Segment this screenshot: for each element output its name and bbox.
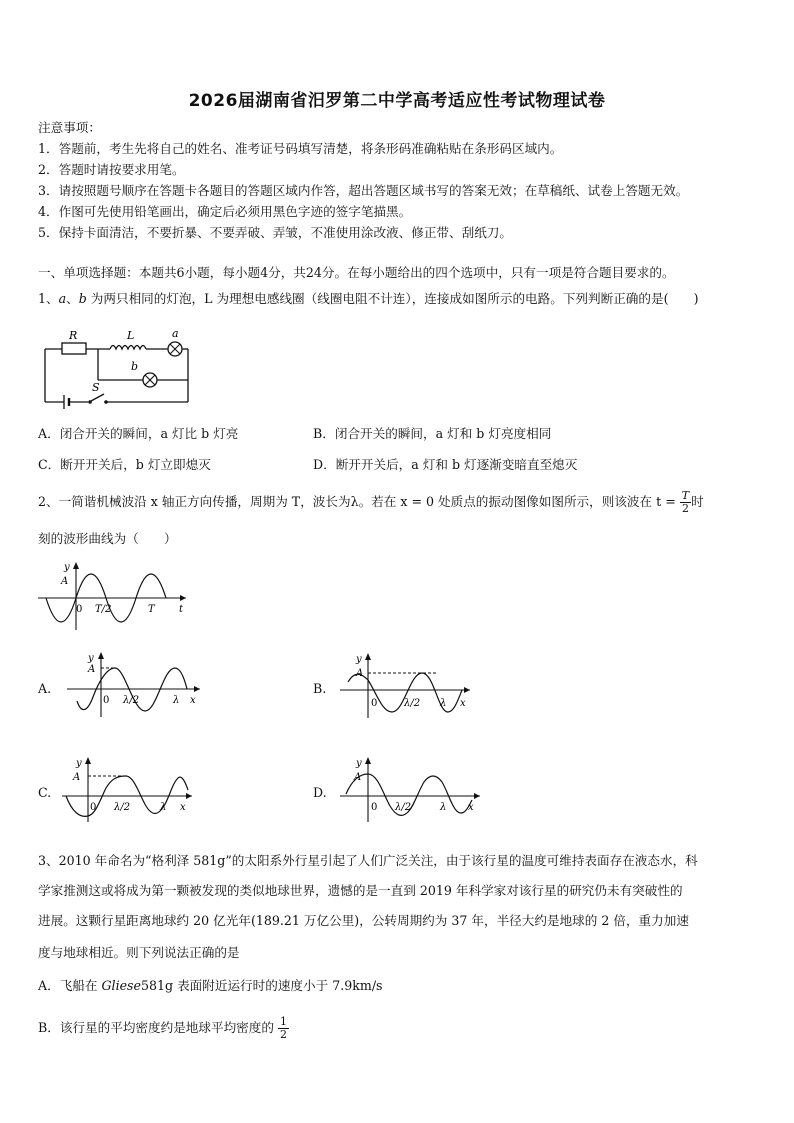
q2-option-b-label[interactable]: B.: [313, 681, 327, 696]
label-R: R: [69, 329, 78, 342]
q2-option-a-graph[interactable]: [65, 651, 205, 719]
q2-fraction: $\frac{T}{2}$: [681, 489, 690, 515]
label-S: S: [92, 381, 100, 394]
inductor-L: [110, 346, 146, 350]
svg-text:x: x: [468, 802, 474, 813]
q1-var-b: b: [78, 291, 87, 306]
svg-text:x: x: [460, 698, 466, 709]
q1-stem-rest: 为两只相同的灯泡，L 为理想电感线圈（线圈电阻不计连），连接成如图所示的电路。下列判断正确的是( ): [86, 291, 699, 306]
svg-text:y: y: [88, 653, 94, 664]
q3-line-1: 3、2010 年命名为“格利泽 581g”的太阳系外行星引起了人们广泛关注，由于该行星的温度可维持表面存在液态水，科: [38, 853, 698, 868]
q3-line-3: 进展。这颗行星距离地球约 20 亿光年(189.21 万亿公里)，公转周期约为 37 年，半径大约是地球的 2 倍，重力加速: [38, 913, 689, 928]
q1-option-b[interactable]: B．闭合开关的瞬间，a 灯和 b 灯亮度相同: [313, 426, 552, 441]
q2-stem-end: 时: [691, 494, 704, 509]
svg-text:A: A: [354, 772, 362, 783]
svg-text:x: x: [190, 695, 196, 706]
q3-option-a[interactable]: A．飞船在 Gliese581g 表面附近运行时的速度小于 7.9km/s: [38, 978, 383, 993]
q2-option-c-graph[interactable]: [60, 756, 200, 824]
q2-stem-line1: [38, 490, 704, 515]
q3-line-2: 学家推测这或将成为第一颗被发现的类似地球世界，遗憾的是一直到 2019 年科学家对该行星的研究仍未有突破性的: [38, 883, 683, 898]
svg-text:A: A: [73, 772, 81, 783]
svg-text:λ/2: λ/2: [114, 802, 131, 813]
svg-text:T/2: T/2: [95, 604, 112, 615]
page-title: 2026届湖南省汨罗第二中学高考适应性考试物理试卷: [188, 91, 606, 111]
q2-option-c-label[interactable]: C.: [38, 785, 52, 800]
q2-vibration-graph: [36, 560, 196, 632]
q2-stem-text: 2、一简谐机械波沿 x 轴正方向传播，周期为 T，波长为λ。若在 x = 0 处质点的振动图像如图所示，则该波在 t =: [38, 494, 676, 509]
svg-text:y: y: [356, 654, 362, 665]
q3-line-4: 度与地球相近。则下列说法正确的是: [38, 945, 240, 960]
svg-text:0: 0: [103, 695, 110, 706]
svg-text:A: A: [88, 664, 96, 675]
notice-item-4: 4．作图可先使用铅笔画出，确定后必须用黑色字迹的签字笔描黑。: [38, 204, 412, 219]
switch-S: [91, 394, 104, 401]
label-L: L: [127, 329, 135, 342]
q1-number: 1、: [38, 291, 59, 306]
q1-option-d[interactable]: D．断开开关后，a 灯和 b 灯逐渐变暗直至熄灭: [313, 457, 578, 472]
svg-text:0: 0: [76, 604, 83, 615]
notice-item-5: 5．保持卡面清洁，不要折暴、不要弄破、弄皱，不准使用涂改液、修正带、刮纸刀。: [38, 225, 512, 240]
q3-optB-fraction: $\frac{1}{2}$: [279, 1015, 287, 1041]
svg-text:T: T: [148, 604, 155, 615]
q2-option-d-label[interactable]: D.: [313, 785, 327, 800]
q2-option-b-graph[interactable]: [338, 652, 478, 720]
svg-text:λ: λ: [440, 802, 447, 813]
svg-text:A: A: [356, 668, 364, 679]
label-a: a: [172, 327, 179, 340]
q2-stem-line2: 刻的波形曲线为（ ）: [38, 531, 177, 546]
label-b: b: [131, 360, 139, 373]
svg-text:A: A: [61, 576, 69, 587]
q3-planet-name: Gliese: [101, 978, 141, 993]
q2-option-d-graph[interactable]: [338, 756, 488, 824]
svg-text:x: x: [180, 802, 186, 813]
notice-item-1: 1．答题前，考生先将自己的姓名、准考证号码填写清楚，将条形码准确粘贴在条形码区域内。: [38, 141, 563, 156]
svg-text:λ: λ: [160, 802, 167, 813]
svg-text:y: y: [76, 758, 82, 769]
resistor-R: [62, 343, 86, 354]
q1-circuit-diagram: [40, 322, 200, 414]
q1-sep: 、: [66, 291, 79, 306]
q3-option-b[interactable]: B．该行星的平均密度约是地球平均密度的 $\frac{1}{2}$: [38, 1015, 287, 1041]
q1-option-a[interactable]: A．闭合开关的瞬间，a 灯比 b 灯亮: [38, 426, 239, 441]
svg-text:t: t: [179, 604, 184, 615]
q2-option-a-label[interactable]: A.: [38, 681, 52, 696]
svg-text:0: 0: [90, 802, 97, 813]
svg-text:λ/2: λ/2: [123, 695, 140, 706]
q1-var-a: a: [58, 291, 67, 306]
svg-text:0: 0: [371, 802, 378, 813]
svg-text:y: y: [64, 562, 70, 573]
svg-text:λ/2: λ/2: [404, 698, 421, 709]
notice-heading: 注意事项：: [38, 120, 101, 135]
svg-text:y: y: [356, 758, 362, 769]
q1-stem: [38, 289, 699, 309]
svg-text:λ: λ: [440, 698, 447, 709]
svg-text:λ: λ: [173, 695, 180, 706]
svg-text:0: 0: [371, 698, 378, 709]
svg-text:λ/2: λ/2: [395, 802, 412, 813]
section-heading: 一、单项选择题：本题共6小题，每小题4分，共24分。在每小题给出的四个选项中，只有一项是符合题目要求的。: [38, 265, 675, 280]
notice-item-2: 2．答题时请按要求用笔。: [38, 162, 185, 177]
q1-option-c[interactable]: C．断开开关后，b 灯立即熄灭: [38, 457, 211, 472]
notice-item-3: 3．请按照题号顺序在答题卡各题目的答题区域内作答，超出答题区域书写的答案无效；在草稿纸、试卷上答题无效。: [38, 183, 689, 198]
